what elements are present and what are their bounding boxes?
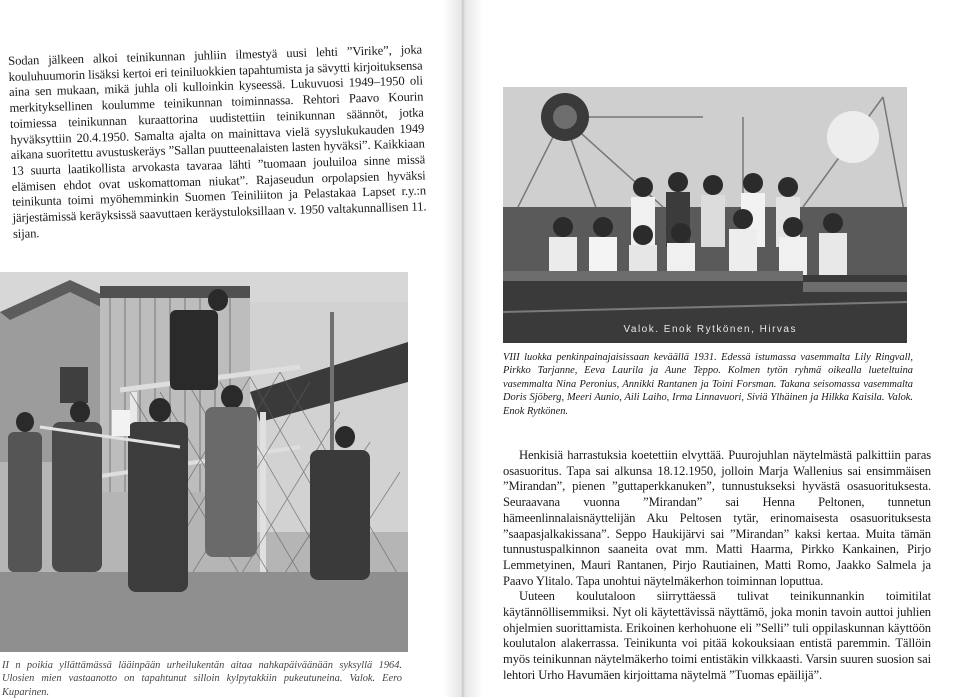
right-paragraph-1: Henkisiä harrastuksia koetettiin elvyttää. Puurojuhlan näytelmästä palkittiin paras osasuoritus. Tapa sai alkunsa 18.12.1950, jolloin Marja Wallenius sai ensimmäisen ”Mirandan”, pienen ”guttaperkkanuken”, tunnustukseksi hyvästä osasuorituksesta. Seuraavana vuonna ”Mirandan” sai Henna Peltonen, tunnetun hämeenlinnalaisnäyttelijän Aku Peltosen tytär, erinomaisesta osasuorituksesta ”saapasjalkakissana”. Seppo Haukijärvi sai ”Mirandan” kaksi kertaa. Muita tämän tunnustuspalkinnon saaneita ovat mm. Matti Haarma, Pirkko Kankainen, Pirjo Lemmetyinen, Mauri Rantanen, Pirjo Rautiainen, Matti Romo, Jaakko Salmela ja Paavo Ylitalo. Tapa unohtui näytelmäkerhon toiminnan loputtua. <box>503 448 931 588</box>
class-photo-caption: VIII luokka penkinpainajaisissaan keväällä 1931. Edessä istumassa vasemmalta Lily Ringvall, Pirkko Tarjanne, Eeva Laurila ja Aune Teppo. Kolmen tytön ryhmä oikealla lueteltuina vasemmalta Nina Peronius, Annikki Rantanen ja Toini Forsman. Takana seisomassa vasemmalta Doris Sjöberg, Meeri Aunio, Aili Laiho, Irma Linnavuori, Siviä Ylhäinen ja Hilkka Kaisila. Valok. Enok Rytkönen. <box>503 352 913 417</box>
left-page <box>0 0 450 697</box>
boys-fence-photo <box>0 272 408 652</box>
boys-fence-illustration <box>0 272 408 652</box>
left-page-text <box>8 42 427 242</box>
class-photo-illustration <box>503 87 907 343</box>
photo-credit: Valok. Enok Rytkönen, Hirvas <box>623 324 797 335</box>
right-paragraph-2: Uuteen koulutaloon siirryttäessä tulivat teinikunnankin toimitilat käytännöllisemmiksi. Nyt oli käytettävissä näyttämö, joka monin tavoin auttoi juhlien ohjelmien suorittamista. Erikoinen kerhohuone eli ”Selli” tuli oppilaskunnan käyttöön koulutalon alakerrassa. Teinikunta voi pitää kokouksiaan entistä paremmin. Tällöin myös teinikunnan näytelmäkerho toimi entistäkin vilkkaasti. Varsin suuren suosion sai lehtori Urho Havumäen kirjoittama näytelmä ”Tuomas epäilijä”. <box>503 589 931 682</box>
left-paragraph: Sodan jälkeen alkoi teinikunnan juhliin ilmestyä uusi lehti ”Virike”, joka kouluhuumorin lisäksi kertoi eri teiniluokkien tapahtumista ja sävytti kirjoituksensa aina sen mukaan, mikä juhla oli kulloinkin kyseessä. Lukuvuosi 1949–1950 oli merkityksellinen koulumme teinikunnan toiminnassa. Rehtori Paavo Kourin toimiessa teinikunnan kuraattorina uudistettiin teinikunnan säännöt, jotka hyväksyttiin 20.4.1950. Samalta ajalta on mainittava vielä syyslukukauden 1949 aikana suoritettu avustuskeräys ”Sallan puutteenalaisten lasten hyväksi”. Kaikkiaan 13 suurta laatikollista arvokasta tavaraa lähti ”tuomaan jouluiloa sinne missä elämisen ehdot ovat uskomattoman niukat”. Rajaseudun orpolapsien hyväksi teinikunta toimi myöhemminkin Suomen Teiniliiton ja Pelastakaa Lapset r.y.:n järjestämissä keräyksissä saavuttaen keräystuloksillaan v. 1950 valtakunnallisen 11. sijan. <box>8 42 427 241</box>
class-photo <box>503 87 907 343</box>
right-page <box>483 0 960 697</box>
right-page-text <box>503 448 931 684</box>
left-photo-caption: II n poikia yllättämässä lääinpään urheilukentän aitaa nahkapäiväänään syksyllä 1964. Ulosien mien vastaanotto on tapahtunut silloin kylpytakkiin pukeutuneina. Valok. Eero Kuparinen. <box>2 660 402 698</box>
